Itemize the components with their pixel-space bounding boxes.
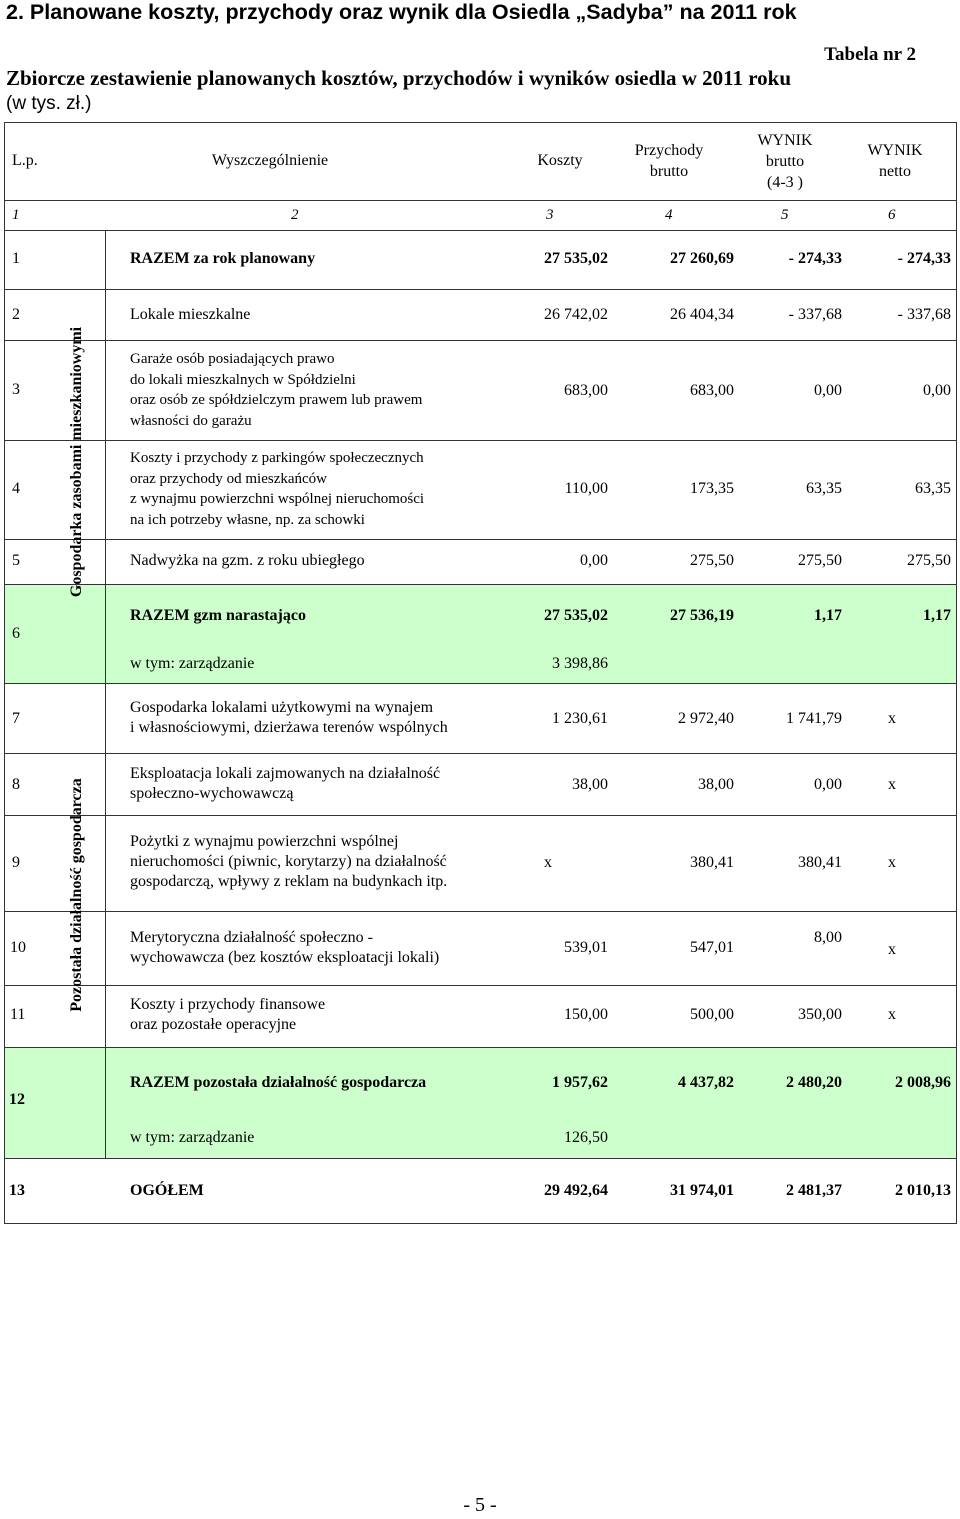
- net-result-cell: x: [888, 854, 896, 871]
- gross-result-cell: - 337,68: [788, 306, 842, 323]
- net-result-cell: - 274,33: [897, 250, 951, 267]
- header-net-result: WYNIK netto: [867, 142, 923, 180]
- gross-result-cell: 63,35: [806, 480, 842, 497]
- gross-result-cell: 0,00: [814, 776, 842, 793]
- lp-cell: 12: [9, 1091, 25, 1108]
- lp-cell: 11: [10, 1006, 26, 1023]
- col-number-6: 6: [888, 207, 896, 223]
- revenue-cell: 173,35: [690, 480, 734, 497]
- description-cell: Nadwyżka na gzm. z roku ubiegłego: [130, 552, 365, 569]
- lp-cell: 9: [12, 854, 20, 871]
- costs-cell: 38,00: [572, 776, 608, 793]
- revenue-cell: 2 972,40: [678, 710, 734, 727]
- gross-result-cell: 0,00: [814, 382, 842, 399]
- lp-cell: 2: [12, 306, 20, 323]
- gross-result-cell: 1,17: [814, 607, 842, 624]
- col-number-2: 2: [291, 207, 299, 223]
- description-cell: Gospodarka lokalami użytkowymi na wynajem i własnościowymi, dzierżawa terenów wspólnych: [130, 699, 448, 736]
- costs-cell: 27 535,02: [544, 250, 608, 267]
- lp-cell: 8: [12, 776, 20, 793]
- lp-cell: 10: [10, 939, 26, 956]
- net-result-cell: x: [888, 941, 896, 958]
- header-revenue: Przychody brutto: [634, 142, 704, 180]
- management-subrow-costs: 3 398,86: [552, 655, 608, 672]
- lp-cell: 5: [12, 552, 20, 569]
- revenue-cell: 275,50: [690, 552, 734, 569]
- table-subtitle: Zbiorcze zestawienie planowanych kosztów, przychodów i wyników osiedla w 2011 roku: [6, 66, 792, 90]
- revenue-cell: 4 437,82: [678, 1074, 734, 1091]
- net-result-cell: x: [888, 710, 896, 727]
- net-result-cell: 1,17: [923, 607, 951, 624]
- lp-cell: 1: [12, 250, 20, 267]
- description-cell: Merytoryczna działalność społeczno - wychowawcza (bez kosztów eksploatacji lokali): [130, 929, 440, 966]
- net-result-cell: 2 010,13: [895, 1182, 951, 1199]
- page-number: - 5 -: [463, 1494, 497, 1516]
- gross-result-cell: 275,50: [798, 552, 842, 569]
- costs-cell: 27 535,02: [544, 607, 608, 624]
- revenue-cell: 27 536,19: [670, 607, 734, 624]
- revenue-cell: 500,00: [690, 1006, 734, 1023]
- gross-result-cell: 2 481,37: [786, 1182, 842, 1199]
- col-number-1: 1: [12, 207, 20, 223]
- gross-result-cell: 8,00: [814, 929, 842, 946]
- costs-cell: 683,00: [564, 382, 608, 399]
- description-cell: Garaże osób posiadających prawo do lokali mieszkalnych w Spółdzielni oraz osób ze spółdzielczym prawem lub prawem własności do garażu: [130, 351, 423, 429]
- header-costs: Koszty: [537, 152, 583, 169]
- col-number-4: 4: [665, 207, 673, 223]
- net-result-cell: x: [888, 1006, 896, 1023]
- costs-cell: 26 742,02: [544, 306, 608, 323]
- gross-result-cell: 2 480,20: [786, 1074, 842, 1091]
- lp-cell: 4: [12, 480, 20, 497]
- description-cell: Pożytki z wynajmu powierzchni wspólnej nieruchomości (piwnic, korytarzy) na działalność gospodarczą, wpływy z reklam na budynkach itp.: [130, 833, 448, 890]
- costs-cell: 1 230,61: [552, 710, 608, 727]
- lp-cell: 13: [9, 1182, 25, 1199]
- costs-cell: x: [544, 854, 552, 871]
- header-gross-result: WYNIK brutto (4-3 ): [757, 132, 813, 191]
- revenue-cell: 38,00: [698, 776, 734, 793]
- revenue-cell: 27 260,69: [670, 250, 734, 267]
- net-result-cell: x: [888, 776, 896, 793]
- description-cell: RAZEM za rok planowany: [130, 250, 316, 267]
- costs-cell: 29 492,64: [544, 1182, 608, 1199]
- description-cell: Lokale mieszkalne: [130, 306, 251, 323]
- col-number-5: 5: [781, 207, 789, 223]
- net-result-cell: 2 008,96: [895, 1074, 951, 1091]
- net-result-cell: 63,35: [915, 480, 951, 497]
- description-cell: Eksploatacja lokali zajmowanych na działalność społeczno-wychowawczą: [130, 765, 441, 802]
- group-label-housing: Gospodarka zasobami mieszkaniowymi: [68, 326, 85, 598]
- net-result-cell: 0,00: [923, 382, 951, 399]
- costs-cell: 0,00: [580, 552, 608, 569]
- revenue-cell: 26 404,34: [670, 306, 734, 323]
- col-number-3: 3: [546, 207, 554, 223]
- net-result-cell: - 337,68: [897, 306, 951, 323]
- gross-result-cell: - 274,33: [788, 250, 842, 267]
- lp-cell: 3: [12, 381, 20, 398]
- description-cell: Koszty i przychody finansowe oraz pozostałe operacyjne: [130, 996, 326, 1033]
- costs-cell: 110,00: [564, 480, 608, 497]
- revenue-cell: 31 974,01: [670, 1182, 734, 1199]
- table-number: Tabela nr 2: [824, 44, 916, 65]
- description-cell: Koszty i przychody z parkingów społeczecznych oraz przychody od mieszkańców z wynajmu powierzchni wspólnej nieruchomości na ich potrzeby własne, np. za schowki: [130, 450, 425, 528]
- revenue-cell: 683,00: [690, 382, 734, 399]
- net-result-cell: 275,50: [907, 552, 951, 569]
- gross-result-cell: 350,00: [798, 1006, 842, 1023]
- management-subrow-label: w tym: zarządzanie: [130, 1129, 255, 1146]
- description-cell: OGÓŁEM: [130, 1182, 204, 1199]
- gross-result-cell: 380,41: [798, 854, 842, 871]
- management-subrow-label: w tym: zarządzanie: [130, 655, 255, 672]
- lp-cell: 6: [12, 625, 20, 642]
- costs-cell: 150,00: [564, 1006, 608, 1023]
- group-label-other-business: Pozostała działalność gospodarcza: [68, 778, 85, 1012]
- costs-cell: 1 957,62: [552, 1074, 608, 1091]
- revenue-cell: 380,41: [690, 854, 734, 871]
- section-heading: 2. Planowane koszty, przychody oraz wynik dla Osiedla „Sadyba” na 2011 rok: [6, 0, 797, 24]
- header-lp: L.p.: [12, 152, 38, 169]
- management-subrow-costs: 126,50: [564, 1129, 608, 1146]
- unit-note: (w tys. zł.): [6, 93, 92, 114]
- lp-cell: 7: [12, 710, 20, 727]
- description-cell: RAZEM gzm narastająco: [130, 607, 306, 624]
- gross-result-cell: 1 741,79: [786, 710, 842, 727]
- header-description: Wyszczególnienie: [211, 152, 329, 169]
- revenue-cell: 547,01: [690, 939, 734, 956]
- costs-cell: 539,01: [564, 939, 608, 956]
- description-cell: RAZEM pozostała działalność gospodarcza: [130, 1074, 427, 1091]
